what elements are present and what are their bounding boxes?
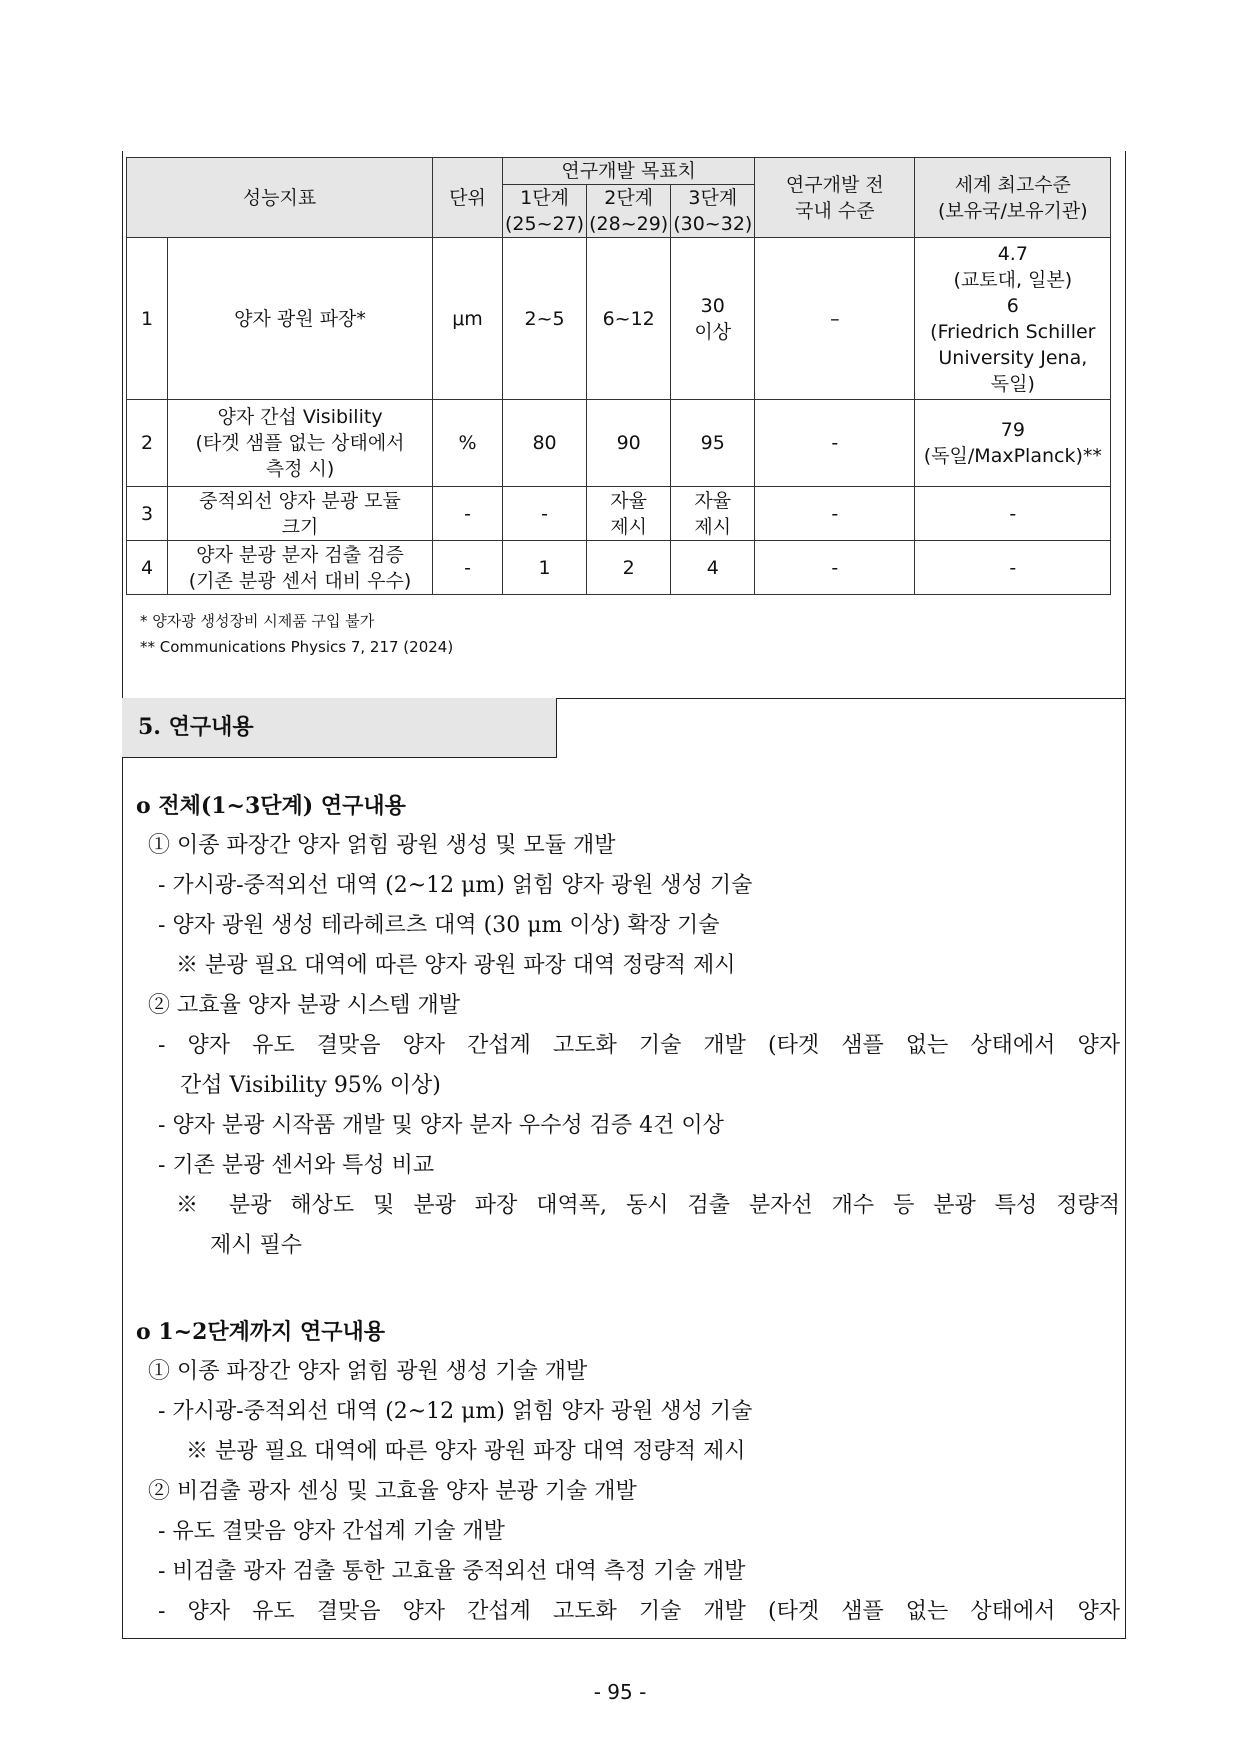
header-target: 연구개발 목표치 [503, 158, 755, 185]
row-number: 2 [127, 400, 168, 487]
stage2-target [587, 487, 671, 541]
note-continuation: 제시 필수 [210, 1233, 303, 1258]
stage1-target-line: 1 [538, 556, 551, 579]
stage1-label: 1단계 [520, 187, 569, 209]
world-level-line: 6 [1006, 294, 1019, 317]
indicator-cell-line: 측정 시) [265, 458, 335, 480]
header-indicator: 성능지표 [127, 158, 433, 238]
indicator-cell [168, 541, 433, 595]
table-row [127, 400, 1111, 487]
stage2-target-line: 자율 [610, 489, 648, 512]
header-world-line2: (보유국/보유기관) [937, 199, 1088, 222]
domestic-level: - [755, 541, 915, 595]
stage2-label: 2단계 [604, 187, 654, 209]
stage3-target-line: 제시 [694, 515, 732, 538]
header-stage1 [503, 185, 587, 238]
row-number: 3 [127, 487, 168, 541]
indicator-cell-line: 양자 분광 분자 검출 검증 [196, 543, 404, 566]
header-world [915, 158, 1111, 238]
indicator-cell-line: (기존 분광 센서 대비 우수) [188, 569, 412, 592]
stage3-target-line: 30 [700, 294, 725, 317]
unit-cell: - [433, 487, 503, 541]
domestic-level: - [755, 400, 915, 487]
world-level-line: (교토대, 일본) [953, 268, 1073, 291]
item-1: ① 이종 파장간 양자 얽힘 광원 생성 기술 개발 [148, 1359, 588, 1384]
stage3-target-line: 95 [700, 432, 725, 454]
note-line: ※ 분광 필요 대역에 따른 양자 광원 파장 대역 정량적 제시 [186, 1439, 746, 1464]
indicator-cell-line: 중적외선 양자 분광 모듈 [199, 489, 401, 512]
stage1-target [503, 541, 587, 595]
header-domestic-line2: 국내 수준 [795, 199, 875, 222]
table-row [127, 238, 1111, 400]
item-1: ① 이종 파장간 양자 얽힘 광원 생성 및 모듈 개발 [148, 833, 616, 858]
indicator-cell [168, 238, 433, 400]
bullet-continuation: 간섭 Visibility 95% 이상) [180, 1073, 441, 1098]
world-level [915, 238, 1111, 400]
stage2-target-line: 제시 [610, 515, 648, 538]
table-body [127, 238, 1111, 595]
header-domestic-line1: 연구개발 전 [785, 173, 884, 196]
stage3-label: 3단계 [688, 187, 738, 209]
world-level-line: 4.7 [997, 242, 1028, 265]
unit-cell: - [433, 541, 503, 595]
stage3-target [671, 400, 755, 487]
bullet: - 가시광-중적외선 대역 (2~12 μm) 얽힘 양자 광원 생성 기술 [158, 1399, 753, 1424]
header-world-line1: 세계 최고수준 [954, 173, 1071, 196]
world-level-line: - [1009, 556, 1017, 579]
heading-stage-1-2: o 1~2단계까지 연구내용 [136, 1319, 386, 1345]
header-domestic [755, 158, 915, 238]
indicator-cell-line: 크기 [281, 515, 319, 538]
indicator-cell-line: 양자 간섭 Visibility [217, 406, 383, 428]
item-2: ② 비검출 광자 센싱 및 고효율 양자 분광 기술 개발 [148, 1479, 637, 1504]
item-2: ② 고효율 양자 분광 시스템 개발 [148, 993, 460, 1018]
world-level [915, 487, 1111, 541]
footnote-1: * 양자광 생성장비 시제품 구입 불가 [140, 612, 375, 630]
stage2-target [587, 541, 671, 595]
bullet: - 유도 결맞음 양자 간섭계 기술 개발 [158, 1519, 505, 1544]
heading-all-stages: o 전체(1~3단계) 연구내용 [136, 793, 406, 819]
note-line: ※ 분광 필요 대역에 따른 양자 광원 파장 대역 정량적 제시 [176, 953, 736, 978]
header-stage3 [671, 185, 755, 238]
stage1-target [503, 238, 587, 400]
stage3-target-line: 이상 [694, 320, 732, 343]
bullet: - 양자 분광 시작품 개발 및 양자 분자 우수성 검증 4건 이상 [158, 1113, 724, 1138]
header-stage2 [587, 185, 671, 238]
bullet: - 가시광-중적외선 대역 (2~12 μm) 얽힘 양자 광원 생성 기술 [158, 873, 753, 898]
stage1-target [503, 400, 587, 487]
stage2-target-line: 90 [616, 432, 641, 454]
world-level-line: University Jena, [938, 346, 1088, 369]
section-title: 5. 연구내용 [122, 698, 557, 758]
stage3-target [671, 541, 755, 595]
stage3-target-line: 자율 [694, 489, 732, 512]
unit-cell: μm [433, 238, 503, 400]
footnote-2: ** Communications Physics 7, 217 (2024) [140, 638, 454, 656]
stage2-years: (28~29) [589, 213, 669, 235]
domestic-level: - [755, 487, 915, 541]
world-level [915, 541, 1111, 595]
world-level-line: 79 [1000, 419, 1025, 441]
stage2-target-line: 2 [622, 556, 635, 579]
stage1-target-line: - [541, 502, 548, 525]
bullet: - 기존 분광 센서와 특성 비교 [158, 1153, 435, 1178]
world-level-line: (Friedrich Schiller [930, 320, 1096, 343]
world-level-line: (독일/MaxPlanck)** [923, 445, 1102, 467]
stage2-target-line: 6~12 [602, 307, 655, 330]
stage1-years: (25~27) [505, 213, 585, 235]
performance-table [126, 157, 1111, 595]
bullet: - 양자 유도 결맞음 양자 간섭계 고도화 기술 개발 (타겟 샘플 없는 상태에서 양자 [158, 1599, 1120, 1624]
table-row [127, 487, 1111, 541]
stage2-target [587, 400, 671, 487]
stage1-target-line: 80 [532, 432, 557, 454]
stage3-years: (30~32) [673, 213, 753, 235]
header-unit: 단위 [433, 158, 503, 238]
stage2-target [587, 238, 671, 400]
stage3-target [671, 238, 755, 400]
bullet: - 양자 광원 생성 테라헤르츠 대역 (30 μm 이상) 확장 기술 [158, 913, 720, 938]
note-line: ※ 분광 해상도 및 분광 파장 대역폭, 동시 검출 분자선 개수 등 분광 특성 정량적 [176, 1193, 1120, 1218]
page-number: - 95 - [593, 1680, 647, 1704]
bullet: - 양자 유도 결맞음 양자 간섭계 고도화 기술 개발 (타겟 샘플 없는 상태에서 양자 [158, 1033, 1120, 1058]
row-number: 1 [127, 238, 168, 400]
table-row [127, 541, 1111, 595]
indicator-cell-line: (타겟 샘플 없는 상태에서 [195, 432, 405, 454]
indicator-cell-line: 양자 광원 파장* [234, 307, 366, 330]
indicator-cell [168, 487, 433, 541]
world-level-line: - [1009, 502, 1017, 525]
indicator-cell [168, 400, 433, 487]
stage1-target [503, 487, 587, 541]
stage3-target-line: 4 [706, 556, 719, 579]
domestic-level: – [755, 238, 915, 400]
world-level [915, 400, 1111, 487]
unit-cell: % [433, 400, 503, 487]
stage1-target-line: 2~5 [524, 307, 565, 330]
bullet: - 비검출 광자 검출 통한 고효율 중적외선 대역 측정 기술 개발 [158, 1559, 746, 1584]
row-number: 4 [127, 541, 168, 595]
stage3-target [671, 487, 755, 541]
world-level-line: 독일) [990, 372, 1035, 395]
